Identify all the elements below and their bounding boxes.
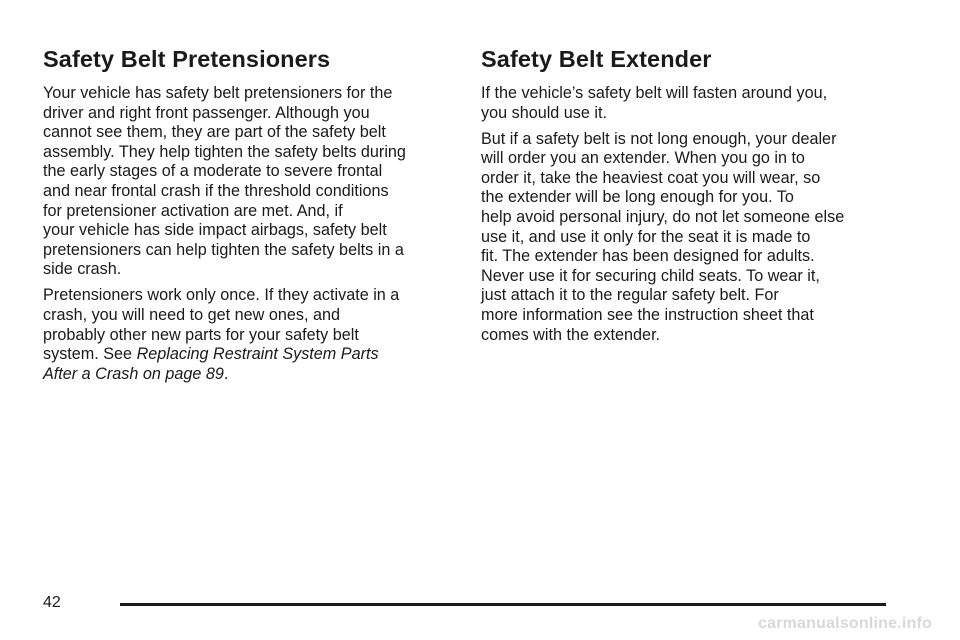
section-title-pretensioners: Safety Belt Pretensioners bbox=[43, 46, 331, 72]
text-line: comes with the extender. bbox=[481, 325, 661, 344]
text-line: for pretensioner activation are met. And, if bbox=[43, 201, 343, 220]
paragraph-extender-intro bbox=[481, 84, 901, 123]
text-line: probably other new parts for your safety belt bbox=[43, 325, 359, 344]
left-column bbox=[43, 44, 463, 391]
text-line: assembly. They help tighten the safety belts during bbox=[43, 142, 406, 161]
section-title-extender: Safety Belt Extender bbox=[481, 46, 712, 72]
text-line: pretensioners can help tighten the safety belts in a bbox=[43, 240, 404, 259]
footer-divider bbox=[120, 603, 886, 606]
text-line: But if a safety belt is not long enough, your dealer bbox=[481, 129, 837, 148]
text-line: driver and right front passenger. Although you bbox=[43, 103, 370, 122]
text-line: Your vehicle has safety belt pretensioners for the bbox=[43, 84, 393, 102]
text-line: fit. The extender has been designed for adults. bbox=[481, 247, 815, 266]
text-line: order it, take the heaviest coat you will wear, so bbox=[481, 168, 821, 187]
period-text: . bbox=[223, 364, 229, 383]
cross-reference-link[interactable]: Replacing Restraint System Parts bbox=[136, 345, 379, 364]
text-line: the early stages of a moderate to severe frontal bbox=[43, 162, 383, 181]
text-line: help avoid personal injury, do not let someone else bbox=[481, 208, 845, 227]
text-line bbox=[43, 365, 463, 385]
see-text: system. See bbox=[43, 345, 137, 364]
text-line: more information see the instruction sheet that bbox=[481, 306, 814, 325]
text-line: and near frontal crash if the threshold conditions bbox=[43, 181, 389, 200]
paragraph-extender-details bbox=[481, 130, 901, 346]
watermark: carmanualsonline.info bbox=[757, 615, 932, 632]
text-line: will order you an extender. When you go in to bbox=[481, 149, 805, 168]
cross-reference-link-page[interactable]: After a Crash on page 89 bbox=[43, 364, 224, 383]
text-line: you should use it. bbox=[481, 103, 607, 122]
paragraph-pretensioners-intro bbox=[43, 84, 463, 280]
paragraph-pretensioners-once bbox=[43, 286, 463, 384]
page-number: 42 bbox=[43, 594, 61, 611]
text-line: crash, you will need to get new ones, and bbox=[43, 306, 340, 325]
text-line: cannot see them, they are part of the safety belt bbox=[43, 123, 386, 142]
text-line: side crash. bbox=[43, 260, 122, 279]
text-line: use it, and use it only for the seat it is made to bbox=[481, 227, 811, 246]
text-line: just attach it to the regular safety belt. For bbox=[481, 286, 779, 305]
text-line: Pretensioners work only once. If they activate in a bbox=[43, 286, 400, 305]
text-line: If the vehicle’s safety belt will fasten around you, bbox=[481, 84, 828, 102]
text-line: the extender will be long enough for you. To bbox=[481, 188, 794, 207]
right-column bbox=[481, 44, 901, 352]
text-line: your vehicle has side impact airbags, safety belt bbox=[43, 221, 387, 240]
text-line: Never use it for securing child seats. To wear it, bbox=[481, 266, 820, 285]
text-line bbox=[43, 345, 463, 365]
